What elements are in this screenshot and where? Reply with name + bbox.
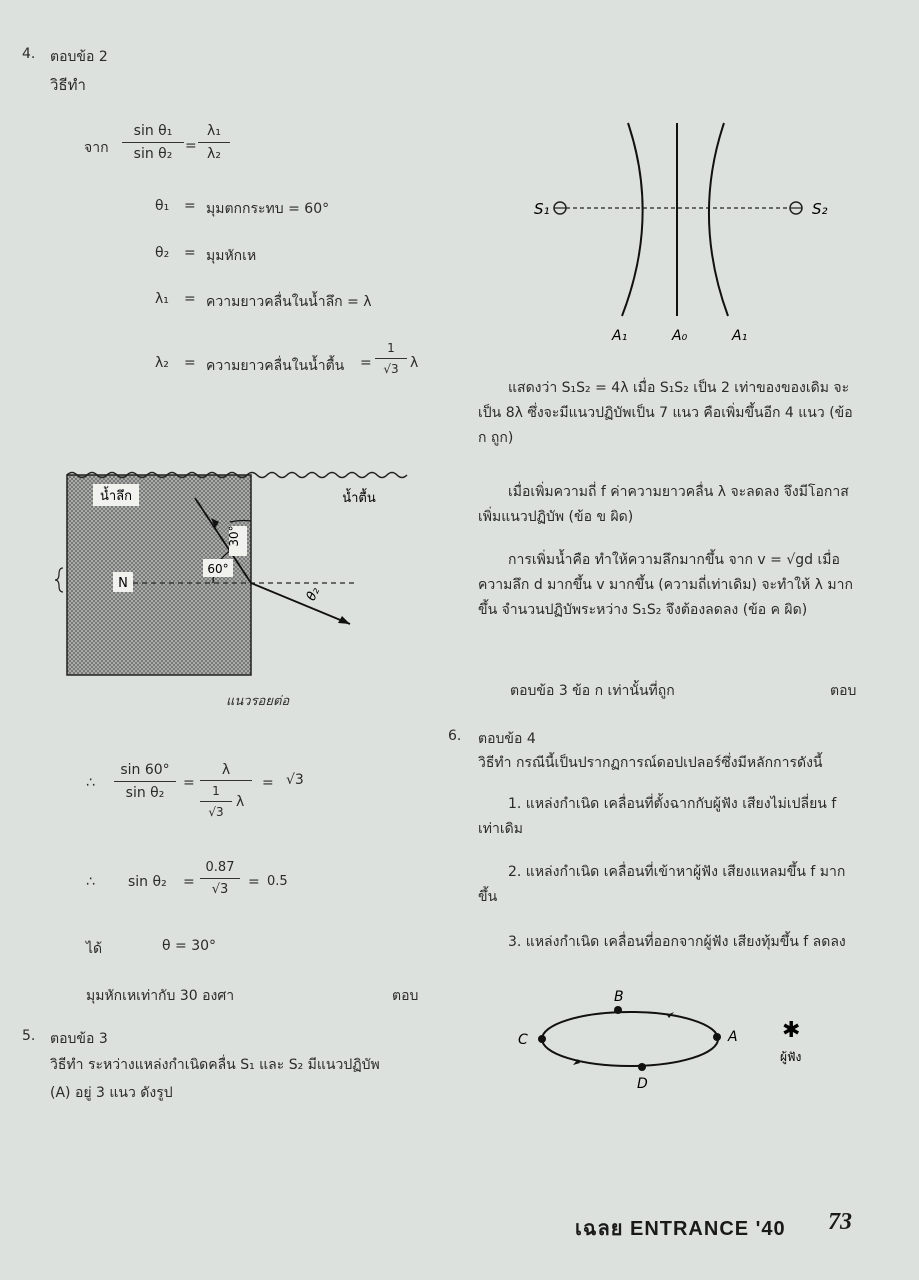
q4-ratio-lhs-den: sin θ₂ [133, 146, 173, 162]
page-number: 73 [828, 1209, 852, 1235]
q4-from: จาก [84, 140, 109, 156]
figure-caption: แนวรอยต่อ [226, 694, 290, 709]
q4-method: วิธีทำ [50, 76, 86, 94]
q5-line1: วิธีทำ ระหว่างแหล่งกำเนิดคลื่น S₁ และ S₂ มีแนวปฏิบัพ [50, 1057, 380, 1073]
orbit-path [542, 1012, 718, 1066]
label-c: C [518, 1032, 528, 1048]
q4-number: 4. [22, 46, 36, 62]
q4-ratio-rhs-num: λ₁ [198, 123, 230, 143]
q4-conclusion: มุมหักเหเท่ากับ 30 องศา [86, 988, 235, 1004]
footer-title: เฉลย ENTRANCE '40 [575, 1218, 786, 1240]
eq2-eq-b: = [248, 874, 260, 890]
q6-number: 6. [448, 728, 462, 744]
q4-ratio-lhs [122, 123, 184, 162]
q4-answer-word: ตอบ [392, 988, 419, 1004]
refracted-ray [251, 583, 350, 624]
interference-figure [520, 118, 840, 353]
antinode-a1-right [709, 123, 728, 316]
q4-def4-text: ความยาวคลื่นในน้ำตื้น [206, 358, 345, 374]
q4-def3-sym: λ₁ [155, 291, 169, 307]
q4-def2-text: มุมหักเห [206, 248, 257, 264]
eq2-result: 0.5 [267, 874, 288, 889]
q5-number: 5. [22, 1028, 36, 1044]
refraction-figure [55, 462, 415, 687]
point-b [614, 1006, 622, 1014]
got: ได้ [86, 941, 103, 957]
q4-ratio-lhs-num: sin θ₁ [122, 123, 184, 143]
listener-star-icon: ✱ [782, 1018, 801, 1043]
eq1-mid-den-num: 1 [200, 784, 232, 802]
eq2-eq-a: = [183, 874, 195, 890]
deep-label: น้ำลึก [99, 489, 133, 504]
eq1-result: √3 [286, 772, 304, 788]
q4-def4-eq2: = [360, 355, 372, 371]
eq2-frac [200, 860, 240, 897]
q5-final: ตอบข้อ 3 ข้อ ก เท่านั้นที่ถูก [510, 683, 675, 699]
q4-def3-text: ความยาวคลื่นในน้ำลึก = λ [206, 294, 372, 310]
q5-answer-word: ตอบ [830, 683, 857, 699]
q5-paragraph-3: การเพิ่มน้ำคือ ทำให้ความลึกมากขึ้น จาก v = √gd เมื่อความลึก d มากขึ้น v มากขึ้น (ความถี่เท่าเดิม) จะทำให้ λ มากขึ้น จำนวนปฏิบัพระหว่าง S₁S₂ จึงต้องลดลง (ข้อ ค ผิด) [478, 552, 853, 618]
therefore-2: ∴ [86, 874, 95, 890]
eq1-mid-den-den: √3 [208, 805, 224, 819]
q4-def4-frac-den: √3 [383, 362, 399, 376]
point-a [713, 1033, 721, 1041]
eq1-mid-bar [200, 780, 252, 781]
got-eq: θ = 30° [162, 938, 217, 954]
point-d [638, 1063, 646, 1071]
q4-def1-text: มุมตกกระทบ = 60° [206, 201, 330, 217]
eq1-lhs [114, 762, 176, 801]
s1-label: S₁ [534, 200, 550, 218]
label-a: A [728, 1029, 738, 1045]
eq1-eq-b: = [262, 775, 274, 791]
q4-def2-eq: = [184, 245, 196, 261]
eq1-lhs-den: sin θ₂ [125, 785, 165, 801]
eq1-eq-a: = [183, 775, 195, 791]
q4-ratio-rhs [198, 123, 230, 162]
q4-def4-tail: λ [410, 355, 419, 371]
s2-label: S₂ [812, 200, 828, 218]
normal-label: N [118, 576, 128, 591]
a1-left-label: A₁ [612, 328, 628, 344]
q4-answer: ตอบข้อ 2 [50, 49, 108, 65]
a0-label: A₀ [672, 328, 688, 344]
eq2-den: √3 [211, 882, 229, 897]
q4-def4-eq: = [184, 355, 196, 371]
q4-def3-eq: = [184, 291, 196, 307]
q5-paragraph-1: แสดงว่า S₁S₂ = 4λ เมื่อ S₁S₂ เป็น 2 เท่าของของเดิม จะเป็น 8λ ซึ่งจะมีแนวปฏิบัพเป็น 7 แนว คือเพิ่มขึ้นอีก 4 แนว (ข้อ ก ถูก) [478, 380, 853, 446]
q5-answer: ตอบข้อ 3 [50, 1031, 108, 1047]
q6-item-1: 1. แหล่งกำเนิด เคลื่อนที่ตั้งฉากกับผู้ฟัง เสียงไม่เปลี่ยน f เท่าเดิม [478, 796, 837, 837]
theta2-label: θ₂ [303, 585, 324, 604]
q6-item-3: 3. แหล่งกำเนิด เคลื่อนที่ออกจากผู้ฟัง เสียงทุ้มขึ้น f ลดลง [508, 934, 846, 950]
eq1-lhs-num: sin 60° [114, 762, 176, 782]
antinode-a1-left [622, 123, 643, 316]
left-brace [55, 568, 63, 592]
q6-item-2: 2. แหล่งกำเนิด เคลื่อนที่เข้าหาผู้ฟัง เสียงแหลมขึ้น f มากขึ้น [478, 864, 846, 905]
q4-ratio-rhs-den: λ₂ [207, 146, 221, 162]
q6-answer: ตอบข้อ 4 [478, 731, 536, 747]
listener-label: ผู้ฟัง [780, 1050, 802, 1064]
refracted-arrow [338, 616, 350, 624]
eq2-lhs: sin θ₂ [128, 874, 167, 890]
angle-60-label: 60° [207, 562, 229, 576]
label-d: D [637, 1076, 648, 1092]
q4-def1-eq: = [184, 198, 196, 214]
q4-def1-sym: θ₁ [155, 198, 170, 214]
eq2-num: 0.87 [200, 860, 240, 879]
q4-def4-frac [375, 341, 407, 376]
eq1-mid-den-tail: λ [236, 794, 245, 810]
angle-30-label: 30° [227, 525, 241, 547]
label-b: B [614, 989, 624, 1005]
q5-line2: (A) อยู่ 3 แนว ดังรูป [50, 1085, 173, 1101]
eq1-mid-den [200, 784, 232, 819]
eq1-mid-num: λ [221, 762, 231, 778]
q4-def2-sym: θ₂ [155, 245, 170, 261]
doppler-figure [510, 985, 830, 1095]
q4-ratio-eq: = [185, 138, 197, 154]
q4-def4-sym: λ₂ [155, 355, 169, 371]
q6-intro: วิธีทำ กรณีนี้เป็นปรากฏการณ์ดอปเปลอร์ซึ่งมีหลักการดังนี้ [478, 755, 823, 771]
q5-paragraph-2: เมื่อเพิ่มความถี่ f ค่าความยาวคลื่น λ จะลดลง จึงมีโอกาสเพิ่มแนวปฏิบัพ (ข้อ ข ผิด) [478, 484, 849, 525]
therefore-1: ∴ [86, 775, 95, 791]
a1-right-label: A₁ [732, 328, 748, 344]
point-c [538, 1035, 546, 1043]
q4-def4-frac-num: 1 [375, 341, 407, 359]
shallow-label: น้ำตื้น [342, 491, 376, 506]
